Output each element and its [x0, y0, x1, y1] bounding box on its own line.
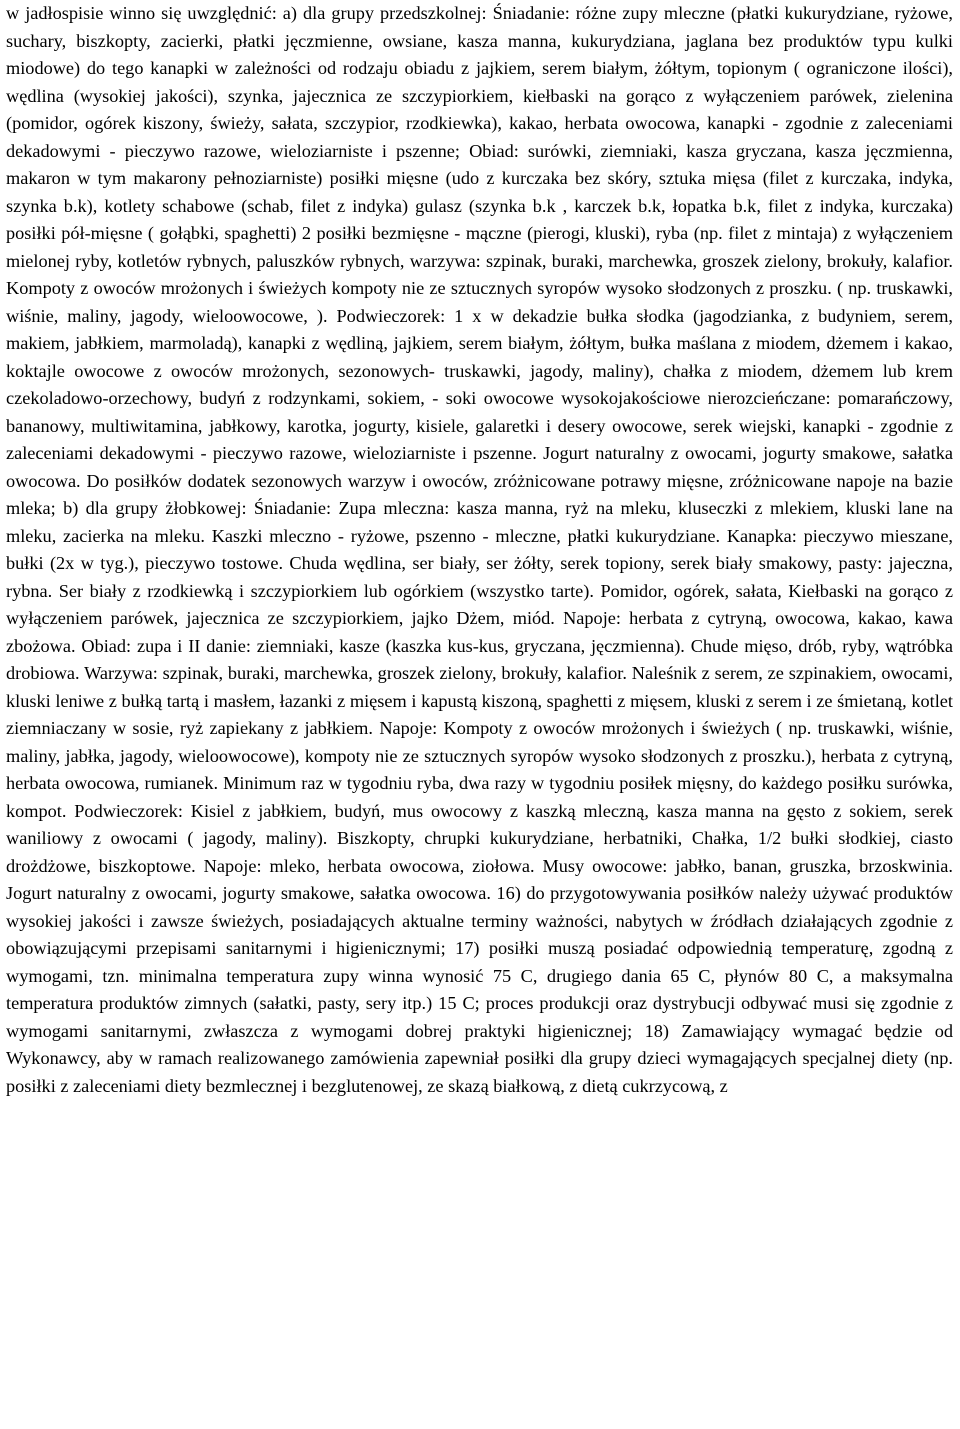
body-paragraph: w jadłospisie winno się uwzględnić: a) dla grupy przedszkolnej: Śniadanie: różne zupy mleczne (płatki kukurydziane, ryżowe, suchary, biszkopty, zacierki, płatki jęczmienne, owsiane, kasza manna, kukurydziana, jaglana bez produktów typu kulki miodowe) do tego kanapki w zależności od rodzaju obiadu z jajkiem, serem białym, żółtym, topionym ( ograniczone ilości), wędlina (wysokiej jakości), szynka, jajecznica ze szczypiorkiem, kiełbaski na gorąco z wyłączeniem parówek, zielenina (pomidor, ogórek kiszony, świeży, sałata, szczypior, rzodkiewka), kakao, herbata owocowa, kanapki - zgodnie z zaleceniami dekadowymi - pieczywo razowe, wieloziarniste i pszenne; Obiad: surówki, ziemniaki, kasza gryczana, kasza jęczmienna, makaron w tym makarony pełnoziarniste) posiłki mięsne (udo z kurczaka bez skóry, sztuka mięsa (filet z kurczaka, indyka, szynka b.k), kotlety schabowe (schab, filet z indyka) gulasz (szynka b.k , karczek b.k, łopatka b.k, filet z indyka, kurczaka) posiłki pół-mięsne ( gołąbki, spaghetti) 2 posiłki bezmięsne - mączne (pierogi, kluski), ryba (np. filet z mintaja) z wyłączeniem mielonej ryby, kotletów rybnych, paluszków rybnych, warzywa: szpinak, buraki, marchewka, groszek zielony, brokuły, kalafior. Kompoty z owoców mrożonych i świeżych kompoty nie ze sztucznych syropów wysoko słodzonych z proszku. ( np. truskawki, wiśnie, maliny, jagody, wieloowocowe, ). Podwieczorek: 1 x w dekadzie bułka słodka (jagodzianka, z budyniem, serem, makiem, jabłkiem, marmoladą), kanapki z wędliną, jajkiem, serem białym, żółtym, bułka maślana z miodem, dżemem i kakao, koktajle owocowe z owoców mrożonych, sezonowych- truskawki, jagody, maliny), chałka z miodem, dżemem lub krem czekoladowo-orzechowy, budyń z rodzynkami, sokiem, - soki owocowe wysokojakościowe nierozcieńczane: pomarańczowy, bananowy, multiwitamina, jabłkowy, karotka, jogurty, kisiele, galaretki i desery owocowe, serek wiejski, kanapki - zgodnie z zaleceniami dekadowymi - pieczywo razowe, wieloziarniste i pszenne. Jogurt naturalny z owocami, jogurty smakowe, sałatka owocowa. Do posiłków dodatek sezonowych warzyw i owoców, zróżnicowane potrawy mięsne, zróżnicowane napoje na bazie mleka; b) dla grupy żłobkowej: Śniadanie: Zupa mleczna: kasza manna, ryż na mleku, kluseczki z mlekiem, kluski lane na mleku, zacierka na mleku. Kaszki mleczno - ryżowe, pszenno - mleczne, płatki kukurydziane. Kanapka: pieczywo mieszane, bułki (2x w tyg.), pieczywo tostowe. Chuda wędlina, ser biały, ser żółty, serek topiony, serek biały smakowy, pasty: jajeczna, rybna. Ser biały z rzodkiewką i szczypiorkiem lub ogórkiem (wszystko tarte). Pomidor, ogórek, sałata, Kiełbaski na gorąco z wyłączeniem parówek, jajecznica ze szczypiorkiem, jajko Dżem, miód. Napoje: herbata z cytryną, owocowa, kakao, kawa zbożowa. Obiad: zupa i II danie: ziemniaki, kasze (kaszka kus-kus, gryczana, jęczmienna). Chude mięso, drób, ryby, wątróbka drobiowa. Warzywa: szpinak, buraki, marchewka, groszek zielony, brokuły, kalafior. Naleśnik z serem, ze szpinakiem, owocami, kluski leniwe z bułką tartą i masłem, łazanki z mięsem i kapustą kiszoną, spaghetti z mięsem, kluski z serem i ze śmietaną, kotlet ziemniaczany w sosie, ryż zapiekany z jabłkiem. Napoje: Kompoty z owoców mrożonych i świeżych ( np. truskawki, wiśnie, maliny, jabłka, jagody, wieloowocowe), kompoty nie ze sztucznych syropów wysoko słodzonych z proszku.), herbata z cytryną, herbata owocowa, rumianek. Minimum raz w tygodniu ryba, dwa razy w tygodniu posiłek mięsny, do każdego posiłku surówka, kompot. Podwieczorek: Kisiel z jabłkiem, budyń, mus owocowy z kaszką mleczną, kasza manna na gęsto z sokiem, serek waniliowy z owocami ( jagody, maliny). Biszkopty, chrupki kukurydziane, herbatniki, Chałka, 1/2 bułki słodkiej, ciasto drożdżowe, biszkoptowe. Napoje: mleko, herbata owocowa, ziołowa. Musy owocowe: jabłko, banan, gruszka, brzoskwinia. Jogurt naturalny z owocami, jogurty smakowe, sałatka owocowa. 16) do przygotowywania posiłków należy używać produktów wysokiej jakości i zawsze świeżych, posiadających aktualne terminy ważności, nabytych w źródłach działających zgodnie z obowiązującymi przepisami sanitarnymi i higienicznymi; 17) posiłki muszą posiadać odpowiednią temperaturę, zgodną z wymogami, tzn. minimalna temperatura zupy winna wynosić 75 C, drugiego dania 65 C, płynów 80 C, a maksymalna temperatura produktów zimnych (sałatki, pasty, sery itp.) 15 C; proces produkcji oraz dystrybucji odbywać musi się zgodnie z wymogami sanitarnymi, zwłaszcza z wymogami dobrej praktyki higienicznej; 18) Zamawiający wymagać będzie od Wykonawcy, aby w ramach realizowanego zamówienia zapewniał posiłki dla grupy dzieci wymagających specjalnej diety (np. posiłki z zaleceniami diety bezmlecznej i bezglutenowej, ze skazą białkową, z dietą cukrzycową, z [6, 3, 953, 1096]
